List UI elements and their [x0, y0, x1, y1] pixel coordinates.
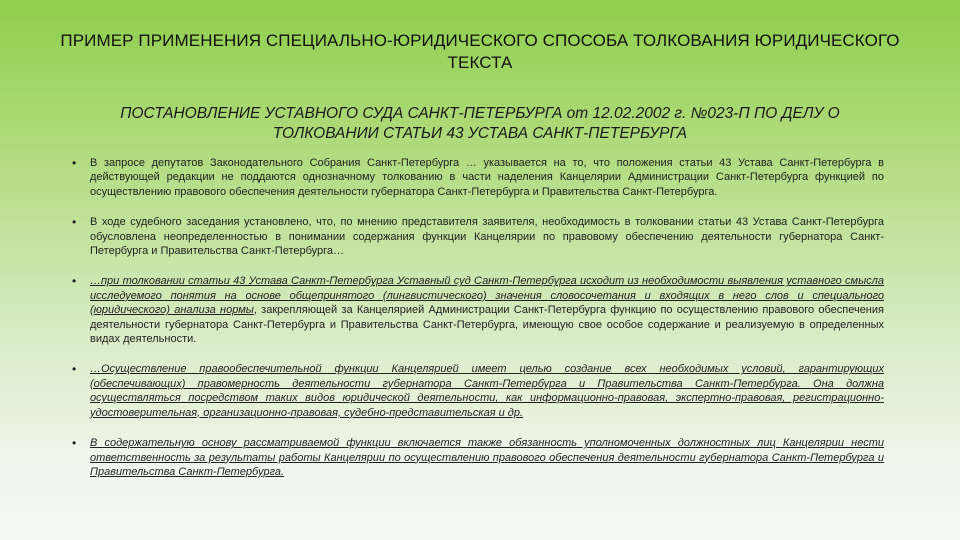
bullet-item-function-purpose: [68, 362, 884, 420]
resolution-subtitle: ПОСТАНОВЛЕНИЕ УСТАВНОГО СУДА САНКТ-ПЕТЕРБУРГА от 12.02.2002 г. №023-П ПО ДЕЛУ О ТОЛКОВАНИИ СТАТЬИ 43 УСТАВА САНКТ-ПЕТЕРБУРГА: [120, 105, 840, 142]
slide-title: ПРИМЕР ПРИМЕНЕНИЯ СПЕЦИАЛЬНО-ЮРИДИЧЕСКОГО СПОСОБА ТОЛКОВАНИЯ ЮРИДИЧЕСКОГО ТЕКСТА: [60, 31, 900, 72]
bullet-text-function-purpose: …Осуществление правообеспечительной функции Канцелярией имеет целью создание всех необходимых условий, гарантирующих (обеспечивающих) правомерность деятельности губернатора Санкт-Петербурга и Правительства Санкт-Петербурга. Она должна осуществляться посредством таких видов юридической деятельности, как информационно-правовая, экспертно-правовая, регистрационно-удостоверительная, организационно-правовая, судебно-представительская и др.: [90, 363, 884, 419]
bullet-list: [68, 156, 884, 495]
bullet-item-responsibility: [68, 436, 884, 479]
bullet-item-hearing: [68, 215, 884, 258]
bullet-item-interpretation: [68, 274, 884, 346]
bullet-text-request: В запросе депутатов Законодательного Собрания Санкт-Петербурга … указывается на то, что положения статьи 43 Устава Санкт-Петербурга в действующей редакции не поддаются однозначному толкованию в части наделения Канцелярии Администрации Санкт-Петербурга функцией по осуществлению правового обеспечения деятельности губернатора Санкт-Петербурга и Правительства Санкт-Петербурга.: [90, 157, 884, 198]
bullet-text-interpretation-rest: , закрепляющей за Канцелярией Администрации Санкт-Петербурга функцию по осуществлению правового обеспечения деятельности губернатора Санкт-Петербурга и Правительства Санкт-Петербурга, имеющую свое особое содержание и реализуемую в определенных видах деятельности.: [90, 304, 884, 346]
bullet-text-interpretation-emphasis: …при толковании статьи 43 Устава Санкт-Петербурга Уставный суд Санкт-Петербурга исходит из необходимости выявления уставного смысла исследуемого понятия на основе общепринятого (лингвистического) значения словосочетания и входящих в него слов и специального (юридического) анализа нормы: [90, 275, 884, 317]
bullet-text-responsibility: В содержательную основу рассматриваемой функции включается также обязанность уполномоченных должностных лиц Канцелярии нести ответственность за результаты работы Канцелярии по осуществлению правового обеспечения деятельности губернатора Санкт-Петербурга и Правительства Санкт-Петербурга.: [90, 437, 884, 478]
bullet-item-request: [68, 156, 884, 199]
bullet-text-hearing: В ходе судебного заседания установлено, что, по мнению представителя заявителя, необходимость в толковании статьи 43 Устава Санкт-Петербурга обусловлена неопределенностью в понимании содержания функции Канцелярии по правовому обеспечению деятельности губернатора Санкт-Петербурга и Правительства Санкт-Петербурга…: [90, 216, 884, 258]
